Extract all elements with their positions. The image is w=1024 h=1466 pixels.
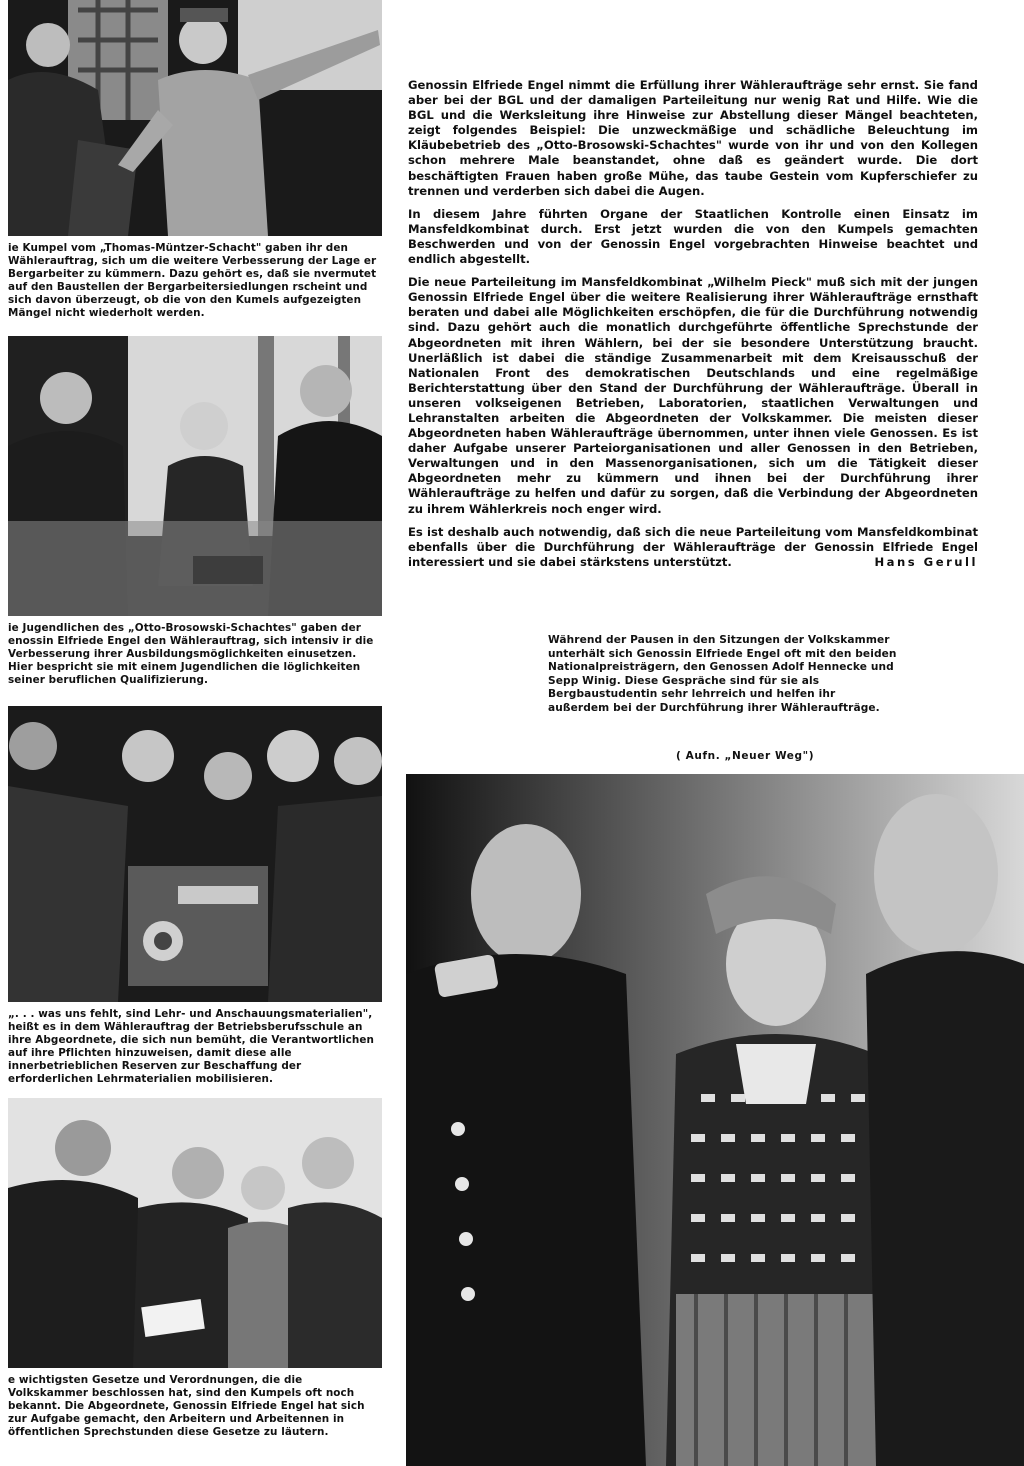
photo-workers-laws (8, 1098, 382, 1368)
photo-workers-laws-caption: e wichtigsten Gesetze und Verordnungen, die die Volkskammer beschlossen hat, sind den Kumpels oft noch bekannt. Die Abgeordnete, Genossin Elfriede Engel hat sich zur Aufgabe gemacht, den Arbeitern und Arbeitennen in öffentlichen Sprechstunden diese Gesetze zu läutern. (8, 1374, 365, 1438)
photo-volkskammer-conversation (406, 774, 1024, 1466)
photo-miners-site-image (8, 0, 382, 236)
article-paragraph: Genossin Elfriede Engel nimmt die Erfüllung ihrer Wähleraufträge sehr ernst. Sie fand aber bei der BGL und der damaligen Parteileitung nur wenig Rat und Hilfe. Wie die BGL und die Werksleitung ihre Hinweise zur Abstellung dieser Mängel beachteten, zeigt folgendes Beispiel: Die unzweckmäßige und schädliche Beleuchtung im Kläubebetrieb des „Otto-Brosowski-Schachtes" wurde von ihr und von den Kollegen schon mehrere Male beanstandet, ohne daß es geändert wurde. Die dort beschäftigten Frauen haben große Mühe, das taube Gestein vom Kupferschiefer zu trennen und verderben sich dabei die Augen. (408, 78, 978, 198)
photo-youth-workbench (8, 336, 382, 616)
photo-youth-workbench-caption: ie Jugendlichen des „Otto-Brosowski-Schachtes" gaben der enossin Elfriede Engel den Wählerauftrag, sich intensiv ir die Verbesserung ihrer Ausbildungsmöglichkeiten einusetzen. Hier bespricht sie mit einem Jugendlichen die löglichkeiten seiner beruflichen Qualifizierung. (8, 622, 374, 686)
photo-workers-laws-image (8, 1098, 382, 1368)
photo-volkskammer-conversation-image (406, 774, 1024, 1466)
photo-vocational-students-caption: „. . . was uns fehlt, sind Lehr- und Anschauungsmaterialien", heißt es in dem Wählerauftrag der Betriebsberufsschule an ihre Abgeordnete, die sich nun bemüht, die Verantwortlichen auf ihre Pflichten hinzuweisen, damit diese alle innerbetrieblichen Reserven zur Beschaffung der erforderlichen Lehrmaterialien mobilisieren. (8, 1008, 375, 1085)
photo-vocational-students-image (8, 706, 382, 1002)
article-paragraph: Es ist deshalb auch notwendig, daß sich die neue Parteileitung vom Mansfeldkombinat ebenfalls über die Durchführung der Wähleraufträge der Genossin Elfriede Engel interessiert und sie dabei stärkstens unterstützt. (408, 524, 978, 569)
article-paragraph: Die neue Parteileitung im Mansfeldkombinat „Wilhelm Pieck" muß sich mit der jungen Genossin Elfriede Engel über die weitere Realisierung ihrer Wähleraufträge ernsthaft beraten und dabei alle Möglichkeiten erschöpfen, die für die Durchführung notwendig sind. Dazu gehört auch die monatlich durchgeführte öffentliche Sprechstunde der Abgeordneten mit ihren Wählern, bei der sie besondere Unterstützung braucht. Unerläßlich ist dabei die ständige Zusammenarbeit mit dem Kreisausschuß der Nationalen Front des demokratischen Deutschlands und eine regelmäßige Berichterstattung über den Stand der Durchführung der Wähleraufträge. Überall in unseren volkseigenen Betrieben, Laboratorien, staatlichen Verwaltungen und Lehranstalten arbeiten die Abgeordneten der Volkskammer. Die meisten dieser Abgeordneten haben Wähleraufträge übernommen, unter ihnen viele Genossen. Es ist daher Aufgabe unserer Parteiorganisationen und aller Genossen in den Betrieben, Verwaltungen und in den Massenorganisationen, sich um die Tätigkeit dieser Abgeordneten mehr zu kümmern und ihnen bei der Durchführung ihrer Wähleraufträge zu helfen und dafür zu sorgen, daß die Verbindung der Abgeordneten zu ihrem Wählerkreis noch enger wird. (408, 275, 978, 516)
article-paragraph: In diesem Jahre führten Organe der Staatlichen Kontrolle einen Einsatz im Mansfeldkombinat durch. Erst jetzt wurden die von den Kumpels gemachten Beschwerden und von der Genossin Engel vorgebrachten Hinweise beachtet und endlich abgestellt. (408, 206, 978, 267)
author-signature: Hans Gerull (874, 554, 978, 569)
photo-credit: ( Aufn. „Neuer Weg") (676, 750, 815, 762)
photo-miners-site-caption: ie Kumpel vom „Thomas-Müntzer-Schacht" gaben ihr den Wählerauftrag, sich um die weitere Verbesserung der Lage er Bergarbeiter zu kümmern. Dazu gehört es, daß sie nvermutet auf den Baustellen der Bergarbeitersiedlungen rscheint und sich davon überzeugt, ob die von den Kumels aufgezeigten Mängel nicht wiederholt werden. (8, 242, 377, 319)
photo-vocational-students (8, 706, 382, 1002)
article-body (408, 78, 978, 570)
photo-youth-workbench-image (8, 336, 382, 616)
photo-volkskammer-caption: Während der Pausen in den Sitzungen der Volkskammer unterhält sich Genossin Elfriede Engel oft mit den beiden Nationalpreisträgern, den Genossen Adolf Hennecke und Sepp Winig. Diese Gespräche sind für sie als Bergbaustudentin sehr lehrreich und helfen ihr außerdem bei der Durchführung ihrer Wähleraufträge. (548, 634, 897, 714)
photo-miners-site (8, 0, 382, 236)
article-paragraph-final (408, 525, 978, 570)
